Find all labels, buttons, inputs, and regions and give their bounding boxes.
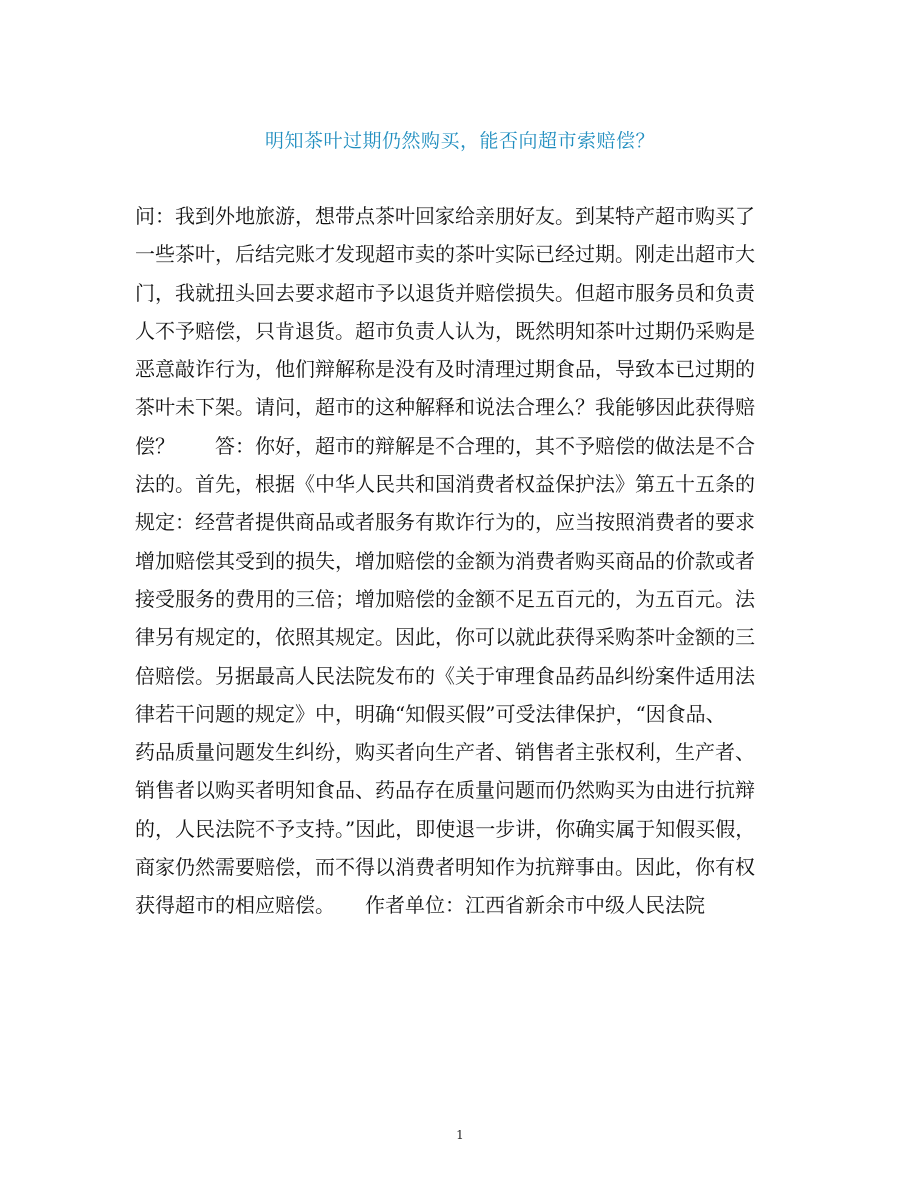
body-line: 律若干问题的规定》中，明确“知假买假”可受法律保护，“因食品、 [135, 701, 726, 726]
body-line: 门，我就扭头回去要求超市予以退货并赔偿损失。但超市服务员和负责 [135, 280, 755, 305]
body-line: 偿？ 答：你好，超市的辩解是不合理的，其不予赔偿的做法是不合 [135, 433, 755, 458]
body-line: 倍赔偿。另据最高人民法院发布的《关于审理食品药品纠纷案件适用法 [135, 663, 755, 688]
body-line: 一些茶叶，后结完账才发现超市卖的茶叶实际已经过期。刚走出超市大 [135, 242, 755, 267]
body-line: 接受服务的费用的三倍；增加赔偿的金额不足五百元的，为五百元。法 [135, 586, 755, 611]
body-line: 问：我到外地旅游，想带点茶叶回家给亲朋好友。到某特产超市购买了 [135, 204, 755, 228]
body-line: 人不予赔偿，只肯退货。超市负责人认为，既然明知茶叶过期仍采购是 [135, 318, 755, 343]
body-line: 恶意敲诈行为，他们辩解称是没有及时清理过期食品，导致本已过期的 [135, 357, 755, 382]
body-line: 药品质量问题发生纠纷，购买者向生产者、销售者主张权利，生产者、 [135, 740, 755, 765]
page-number: 1 [456, 1128, 464, 1142]
document-title: 明知茶叶过期仍然购买，能否向超市索赔偿？ [264, 130, 655, 152]
body-line: 法的。首先，根据《中华人民共和国消费者权益保护法》第五十五条的 [135, 472, 755, 497]
body-line: 获得超市的相应赔偿。 作者单位：江西省新余市中级人民法院 [135, 893, 705, 918]
body-line: 茶叶未下架。请问，超市的这种解释和说法合理么？我能够因此获得赔 [135, 395, 755, 420]
body-line: 销售者以购买者明知食品、药品存在质量问题而仍然购买为由进行抗辩 [135, 778, 755, 803]
body-line: 规定：经营者提供商品或者服务有欺诈行为的，应当按照消费者的要求 [135, 510, 755, 535]
body-line: 的，人民法院不予支持。”因此，即使退一步讲，你确实属于知假买假， [135, 816, 756, 841]
body-line: 商家仍然需要赔偿，而不得以消费者明知作为抗辩事由。因此，你有权 [135, 855, 755, 880]
body-line: 增加赔偿其受到的损失，增加赔偿的金额为消费者购买商品的价款或者 [135, 548, 755, 573]
body-line: 律另有规定的，依照其规定。因此，你可以就此获得采购茶叶金额的三 [135, 625, 755, 650]
document-body [135, 197, 785, 925]
